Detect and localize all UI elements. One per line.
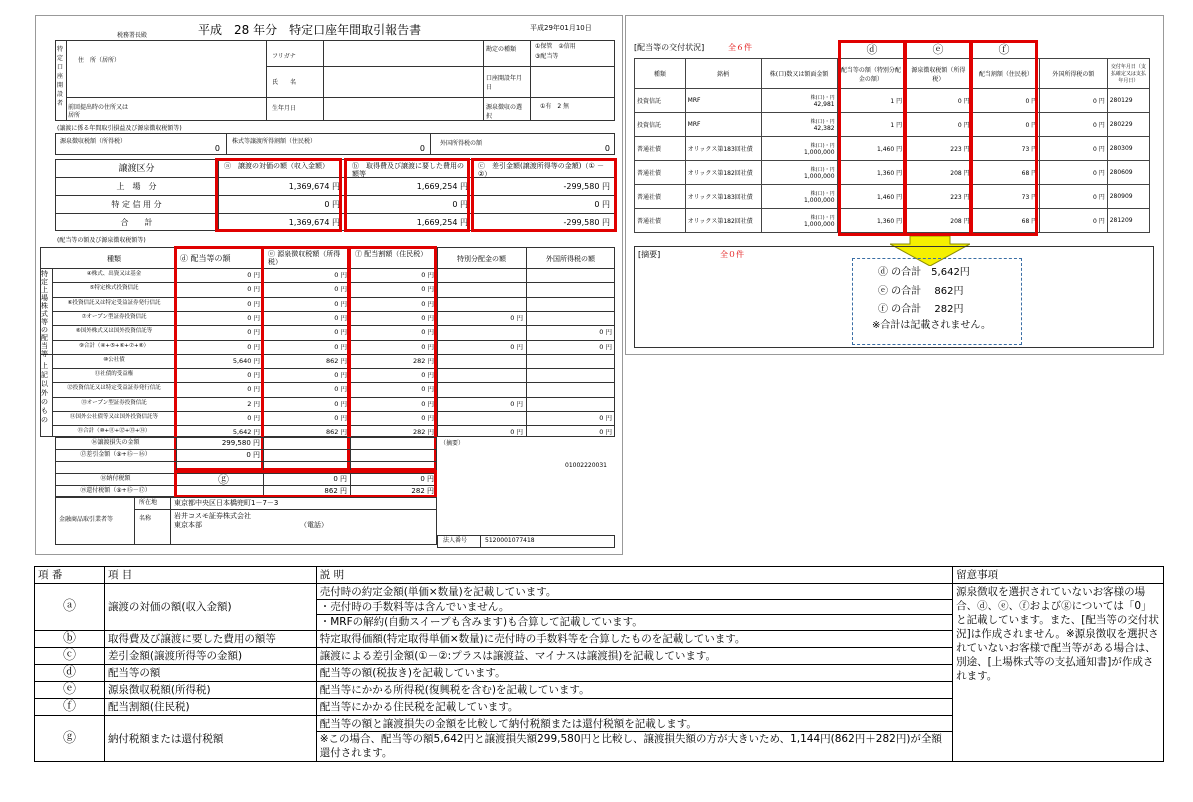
explain-desc — [316, 699, 952, 716]
dividend-row-d: 0 円 — [247, 271, 260, 279]
tax-refund-e: 862 円 — [324, 487, 347, 495]
addressee: 税務署長殿 — [117, 32, 148, 39]
summary-e: ⓔ の合計 862円 — [878, 286, 964, 297]
qty-value: 1,000,000 — [804, 220, 835, 228]
highlight-panel-d — [838, 40, 906, 236]
dividend-row-d: 0 円 — [247, 313, 260, 322]
transfer-row-a: 0 円 — [324, 200, 340, 209]
broker-branch: 東京本部 — [174, 521, 202, 529]
status-cell-f: 0 円 — [972, 89, 1040, 113]
explain-no: ⓑ — [35, 631, 105, 648]
qty-value: 1,000,000 — [804, 172, 835, 180]
explain-note: 源泉徴収を選択されていないお客様の場合、ⓓ、ⓔ、ⓕおよびⓖについては「0」と記載しています。また、[配当等の交付状況]は作成されません。※源泉徴収を選択されていないお客様で配当等がある場合は、別途、[上場株式等の支払通知書]が作成されます。 — [953, 584, 1164, 762]
col-f-header: 配当割額（住民税） — [972, 59, 1040, 89]
dividend-special-header: 特別分配金の額 — [457, 255, 506, 263]
unit-label: 株(口)・円 — [810, 166, 835, 173]
tax-payment-label: ⑱納付税額 — [100, 475, 131, 482]
furigana-label: フリガナ — [272, 53, 296, 60]
status-cell-kind: 普通社債 — [635, 209, 686, 233]
loss-row-label: ⑰差引金額（⑨+⑮－⑯） — [80, 451, 151, 458]
status-cell-qty — [761, 185, 837, 209]
dividend-row-label: ⑧国外株式又は国外投資信託等 — [75, 328, 153, 335]
dividend-row-d: 0 円 — [247, 328, 260, 337]
status-cell-d: 1,360 円 — [837, 209, 905, 233]
dividend-row-g: 0 円 — [599, 342, 612, 351]
explain-item: 取得費及び譲渡に要した費用の額等 — [104, 631, 316, 648]
form-title: 平成 28 年分 特定口座年間取引報告書 — [198, 23, 422, 37]
withholding-label: 源泉徴収の選択 — [486, 104, 523, 120]
dividend-row-label: ⑨合計（④+⑤+⑥+⑦+⑧） — [78, 342, 150, 349]
dividend-e-header: ⓔ 源泉徴収税額（所得税） — [268, 250, 341, 266]
account-type-label: 勘定の種類 — [486, 46, 517, 53]
dividend-row-s: 0 円 — [510, 428, 523, 437]
tax-payment-e: 0 円 — [333, 475, 347, 483]
remark-label: （摘要） — [440, 440, 465, 447]
dividend-foreign-header: 外国所得税の額 — [546, 255, 595, 263]
status-cell-date: 280309 — [1107, 137, 1149, 161]
status-cell-date: 280909 — [1107, 185, 1149, 209]
status-cell-date: 281209 — [1107, 209, 1149, 233]
dividend-row-e: 0 円 — [334, 342, 347, 351]
dividend-row-s: 0 円 — [510, 399, 523, 408]
dividend-row-e: 0 円 — [334, 328, 347, 337]
status-cell-qty — [761, 113, 837, 137]
status-cell-qty — [761, 161, 837, 185]
dividend-row-s: 0 円 — [510, 313, 523, 322]
tax-resident-value: 0 — [419, 144, 425, 153]
dividend-row-d: 0 円 — [247, 299, 260, 308]
panel-marker-e: ⓔ — [932, 43, 944, 56]
status-cell-kind: 投資信託 — [635, 113, 686, 137]
status-cell-date: 280129 — [1107, 89, 1149, 113]
explain-desc-line: 配当等の額と譲渡損失の金額を比較して納付税額または還付税額を記載します。 — [317, 717, 952, 732]
panel-marker-d: ⓓ — [866, 43, 878, 56]
dividend-row-e: 0 円 — [334, 299, 347, 308]
dividend-row-label: ⑪社債的受益権 — [94, 371, 134, 378]
status-cell-e: 208 円 — [905, 209, 973, 233]
highlight-g — [174, 470, 437, 498]
status-cell-f: 73 円 — [972, 185, 1040, 209]
transfer-row-b: 1,669,254 円 — [416, 218, 468, 227]
transfer-col-c-header: ⓒ 差引金額(譲渡所得等の金額)（① － ②） — [478, 162, 604, 178]
explain-desc-line: 売付時の約定金額(単価×数量)を記載しています。 — [317, 585, 952, 600]
dividend-row-e: 862 円 — [326, 356, 347, 365]
dividend-row-d: 5,642 円 — [232, 428, 260, 437]
status-cell-foreign: 0 円 — [1040, 137, 1108, 161]
tax-refund-label: ⑲還付税額（⑨+⑮－⑰） — [80, 487, 151, 494]
dividend-row-e: 0 円 — [334, 371, 347, 380]
g-marker: ⓖ — [218, 473, 229, 486]
explain-no: ⓔ — [35, 682, 105, 699]
tax-refund-f: 282 円 — [411, 487, 434, 495]
status-cell-foreign: 0 円 — [1040, 209, 1108, 233]
explain-item: 配当割額(住民税) — [104, 699, 316, 716]
dividend-row-d: 2 円 — [247, 399, 260, 408]
status-cell-f: 68 円 — [972, 209, 1040, 233]
explain-desc — [316, 631, 952, 648]
qty-value: 1,000,000 — [804, 148, 835, 156]
status-cell-name: オリックス第182回社債 — [685, 209, 761, 233]
tax-withholding-value: 0 — [214, 144, 220, 153]
dividend-row-d: 0 円 — [247, 342, 260, 351]
col-d-header: 配当等の額（特別分配金の額） — [837, 59, 905, 89]
dividend-row-e: 0 円 — [334, 385, 347, 394]
status-cell-kind: 投資信託 — [635, 89, 686, 113]
status-cell-d: 1,360 円 — [837, 161, 905, 185]
id-number: 01002220031 — [565, 462, 607, 469]
tax-section-title: (譲渡に係る年間取引損益及び源泉徴収税額等) — [57, 125, 182, 132]
status-cell-e: 223 円 — [905, 137, 973, 161]
explain-item: 源泉徴収税額(所得税) — [104, 682, 316, 699]
dividend-row-label: ⑦オープン型証券投資信託 — [81, 313, 147, 320]
status-cell-name: MRF — [685, 113, 761, 137]
loss-row-value: 0 円 — [246, 451, 260, 459]
explain-desc-line: 配当等にかかる所得税(復興税を含む)を記載しています。 — [319, 684, 590, 696]
status-cell-f: 68 円 — [972, 161, 1040, 185]
loss-row-value: 299,580 円 — [221, 439, 260, 447]
dividend-row-f: 0 円 — [421, 285, 434, 294]
header-item: 項 目 — [104, 567, 316, 584]
dividend-row-f: 0 円 — [421, 399, 434, 408]
explain-no: ⓕ — [35, 699, 105, 716]
dividend-row-label: ⑥投資信託又は特定受益証券発行信託 — [67, 299, 161, 306]
form-date: 平成29年01月10日 — [530, 24, 592, 32]
dividend-row-d: 0 円 — [247, 285, 260, 294]
transfer-row-a: 1,369,674 円 — [288, 182, 340, 191]
highlight-c — [471, 158, 617, 232]
dividend-row-label: ④株式、出資又は基金 — [86, 271, 142, 277]
highlight-panel-e — [904, 40, 972, 236]
unit-label: 株(口)・円 — [810, 94, 835, 101]
status-cell-qty — [761, 89, 837, 113]
transfer-row-label: 特 定 信 用 分 — [111, 200, 162, 209]
status-cell-kind: 普通社債 — [635, 185, 686, 209]
header-block — [55, 40, 615, 121]
status-cell-name: オリックス第183回社債 — [685, 137, 761, 161]
status-cell-d: 1 円 — [837, 113, 905, 137]
phone-label: （電話） — [300, 521, 328, 529]
tax-resident-label: 株式等譲渡所得割額（住民税） — [232, 138, 317, 145]
status-cell-name: MRF — [685, 89, 761, 113]
dividend-section-title: (配当等の額及び源泉徴収税額等) — [57, 237, 146, 244]
explain-no: ⓓ — [35, 665, 105, 682]
explain-item: 納付税額または還付税額 — [104, 716, 316, 762]
corp-number-label: 法人番号 — [443, 537, 468, 544]
status-cell-date: 280229 — [1107, 113, 1149, 137]
dividend-row-f: 0 円 — [421, 371, 434, 380]
tax-payment-f: 0 円 — [420, 475, 434, 483]
header-no: 項 番 — [35, 567, 105, 584]
unit-label: 株(口)・円 — [810, 142, 835, 149]
dividend-row-e: 0 円 — [334, 399, 347, 408]
unit-label: 株(口)・円 — [810, 190, 835, 197]
dividend-row-f: 282 円 — [413, 428, 434, 437]
dividend-row-label: ⑤特定株式投資信託 — [89, 285, 139, 292]
status-cell-kind: 普通社債 — [635, 137, 686, 161]
transfer-row-label: 上 場 分 — [116, 182, 157, 191]
explain-desc-line: ※この場合、配当等の額5,642円と譲渡損失額299,580円と比較し、譲渡損失額の方が大きいため、1,144円(862円＋282円)が全額還付されます。 — [319, 733, 942, 759]
status-cell-e: 223 円 — [905, 185, 973, 209]
summary-d: ⓓ の合計 5,642円 — [878, 267, 970, 278]
dividend-row-f: 0 円 — [421, 328, 434, 337]
remark-count: 全０件 — [720, 250, 744, 259]
explain-no: ⓐ — [35, 584, 105, 631]
tax-foreign-value: 0 — [604, 144, 610, 153]
qty-value: 1,000,000 — [804, 196, 835, 204]
col-date-header: 交付年月日（支払確定又は支払年月日） — [1107, 59, 1149, 89]
transfer-col-a-header: ⓐ 譲渡の対価の額（収入金額） — [224, 162, 329, 170]
dividend-row-label: ⑭国外公社債等又は国外投資信託等 — [69, 414, 158, 420]
explain-row — [35, 584, 1164, 631]
col-name-header: 銘柄 — [685, 59, 761, 89]
status-cell-foreign: 0 円 — [1040, 113, 1108, 137]
dividend-row-f: 282 円 — [413, 356, 434, 365]
dividend-d-header: ⓓ 配当等の額 — [180, 254, 231, 263]
col-kind-header: 種類 — [635, 59, 686, 89]
dividend-row-label: ⑮合計（⑩+⑪+⑫+⑬+⑭） — [77, 428, 151, 435]
panel-count: 全６件 — [728, 43, 752, 52]
dividend-row-e: 0 円 — [334, 285, 347, 294]
dividend-row-f: 0 円 — [421, 414, 434, 422]
dividend-row-g: 0 円 — [599, 328, 612, 337]
status-cell-foreign: 0 円 — [1040, 89, 1108, 113]
withholding-value: ①有 2 無 — [540, 103, 570, 110]
dividend-row-g: 0 円 — [599, 414, 612, 422]
qty-value: 42,981 — [813, 100, 835, 108]
dividend-row-e: 0 円 — [334, 313, 347, 322]
status-cell-qty — [761, 209, 837, 233]
explain-no: ⓒ — [35, 648, 105, 665]
dividend-row-e: 0 円 — [334, 414, 347, 422]
explain-desc — [316, 665, 952, 682]
explanation-table — [34, 566, 1164, 762]
transfer-row-b: 1,669,254 円 — [416, 182, 468, 191]
explain-desc — [316, 682, 952, 699]
status-cell-d: 1 円 — [837, 89, 905, 113]
dividend-row-label: ⑫投資信託又は特定受益証券発行信託 — [67, 385, 161, 392]
broker-name: 岩井コスモ証券株式会社 — [174, 512, 251, 520]
explain-desc-line: 配当等の額(税抜き)を記載しています。 — [319, 667, 506, 679]
transfer-row-label: 合 計 — [120, 218, 153, 227]
dividend-row-d: 0 円 — [247, 385, 260, 394]
panel-marker-f: ⓕ — [998, 43, 1010, 56]
dividend-row-s: 0 円 — [510, 342, 523, 351]
side-label-other: 上記以外のもの — [41, 362, 48, 424]
explain-desc-line: ・売付時の手数料等は含んでいません。 — [317, 600, 952, 615]
name-label2: 名称 — [139, 515, 152, 522]
side-label-listed: 特定上場株式等の配当等 — [41, 270, 48, 358]
dividend-f-header: ⓕ 配当割額（住民税） — [355, 250, 428, 258]
dividend-row-f: 0 円 — [421, 385, 434, 394]
status-cell-f: 0 円 — [972, 113, 1040, 137]
dividend-row-d: 0 円 — [247, 414, 260, 422]
header-note: 留意事項 — [953, 567, 1164, 584]
explain-desc-line: ・MRFの解約(自動スイープも含みます)も合算して記載しています。 — [319, 616, 643, 628]
transfer-row-c: -299,580 円 — [563, 182, 610, 191]
status-cell-date: 280609 — [1107, 161, 1149, 185]
dividend-row-label: ⑬オープン型証券投資信託 — [81, 399, 147, 406]
explain-item: 譲渡の対価の額(収入金額) — [104, 584, 316, 631]
highlight-b — [344, 158, 470, 232]
status-cell-name: オリックス第182回社債 — [685, 161, 761, 185]
col-e-header: 源泉徴収税額（所得税） — [905, 59, 973, 89]
dividend-row-d: 5,640 円 — [232, 356, 260, 365]
birth-label: 生年月日 — [272, 105, 297, 112]
holder-label: 特定口座開設者 — [57, 46, 64, 107]
explain-no: ⓖ — [35, 716, 105, 762]
address-label: 住 所（居所） — [78, 57, 121, 64]
dividend-row-g: 0 円 — [599, 428, 612, 437]
dividend-row-e: 0 円 — [334, 271, 347, 279]
transfer-row-c: -299,580 円 — [563, 218, 610, 227]
status-cell-kind: 普通社債 — [635, 161, 686, 185]
account-type-opt1: ①保管 ②信用 — [535, 43, 576, 50]
broker-label: 金融商品取引業者等 — [59, 516, 114, 523]
highlight-a — [215, 158, 342, 232]
explain-desc-line: 配当等にかかる住民税を記載しています。 — [319, 701, 519, 713]
header-desc: 説 明 — [316, 567, 952, 584]
status-cell-foreign: 0 円 — [1040, 185, 1108, 209]
loss-row-label: ⑯譲渡損失の金額 — [91, 439, 140, 446]
account-type-opt2: ③配当等 — [535, 53, 559, 60]
dividend-row-f: 0 円 — [421, 299, 434, 308]
explain-desc — [316, 716, 952, 762]
location-value: 東京都中央区日本橋兜町1－7－3 — [174, 499, 279, 507]
dividend-row-e: 862 円 — [326, 428, 347, 437]
dividend-kind-header: 種類 — [107, 255, 121, 263]
explain-item: 配当等の額 — [104, 665, 316, 682]
dividend-row-f: 0 円 — [421, 342, 434, 351]
transfer-category-header: 譲渡区分 — [118, 164, 155, 174]
status-cell-foreign: 0 円 — [1040, 161, 1108, 185]
explain-desc — [316, 584, 952, 631]
col-qty-header: 株(口)数又は額面金額 — [761, 59, 837, 89]
status-cell-e: 0 円 — [905, 113, 973, 137]
panel-title: [配当等の交付状況] — [634, 43, 705, 52]
tax-foreign-label: 外国所得税の額 — [440, 140, 483, 147]
corp-number-value: 5120001077418 — [485, 537, 535, 544]
transfer-row-c: 0 円 — [594, 200, 610, 209]
unit-label: 株(口)・円 — [810, 214, 835, 221]
status-cell-name: オリックス第183回社債 — [685, 185, 761, 209]
dividend-row-f: 0 円 — [421, 271, 434, 279]
status-cell-qty — [761, 137, 837, 161]
explain-desc-line: 特定取得価額(特定取得単価×数量)に売付時の手数料等を合算したものを記載しています。 — [319, 633, 746, 645]
col-foreign-header: 外国所得税の額 — [1040, 59, 1108, 89]
location-label: 所在地 — [139, 499, 158, 506]
tax-withholding-label: 源泉徴収税額（所得税） — [60, 138, 127, 145]
status-cell-d: 1,460 円 — [837, 185, 905, 209]
highlight-panel-f — [970, 40, 1038, 236]
transfer-col-b-header: ⓑ 取得費及び譲渡に要した費用の額等 — [352, 162, 464, 178]
qty-value: 42,382 — [813, 124, 835, 132]
open-date-label: 口座開設年月日 — [486, 75, 523, 91]
status-cell-e: 0 円 — [905, 89, 973, 113]
status-cell-d: 1,460 円 — [837, 137, 905, 161]
unit-label: 株(口)・円 — [810, 118, 835, 125]
summary-note: ※合計は記載されません。 — [872, 320, 991, 331]
prev-address-label: 前回提出時の住所又は居所 — [68, 104, 129, 119]
remark-title: [摘要] — [638, 250, 661, 259]
summary-f: ⓕ の合計 282円 — [878, 304, 964, 315]
dividend-row-f: 0 円 — [421, 313, 434, 322]
status-cell-e: 208 円 — [905, 161, 973, 185]
transfer-row-a: 1,369,674 円 — [288, 218, 340, 227]
dividend-row-d: 0 円 — [247, 371, 260, 380]
explain-item: 差引金額(譲渡所得等の金額) — [104, 648, 316, 665]
explain-desc-line: 譲渡による差引金額(①－②:プラスは譲渡益、マイナスは譲渡損)を記載しています。 — [319, 650, 717, 662]
dividend-row-label: ⑩公社債 — [103, 356, 125, 363]
status-cell-f: 73 円 — [972, 137, 1040, 161]
explain-desc — [316, 648, 952, 665]
name-label: 氏 名 — [272, 79, 297, 86]
transfer-row-b: 0 円 — [452, 200, 468, 209]
